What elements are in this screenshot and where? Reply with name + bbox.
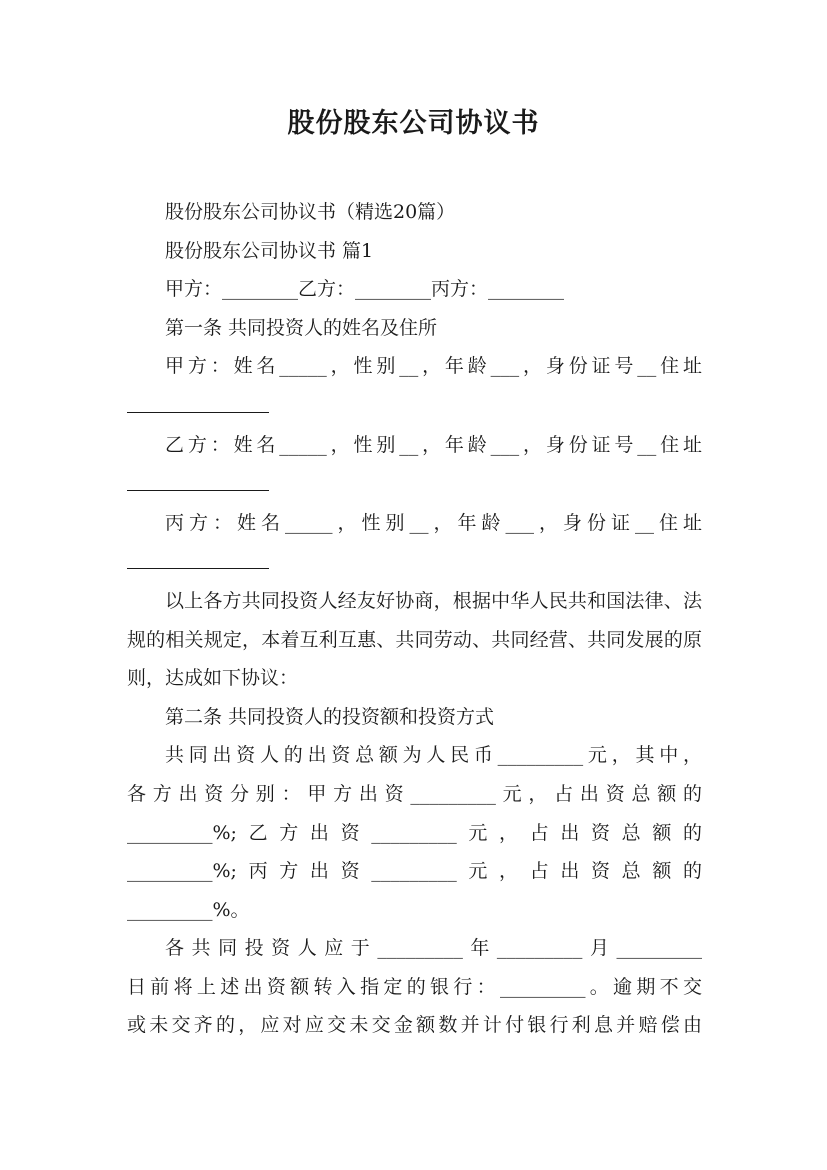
article-2-heading: 第二条 共同投资人的投资额和投资方式 — [165, 705, 495, 728]
investment-line-5: _________%。 — [127, 898, 250, 921]
party-a-info: 甲方：姓名_____，性别__，年龄___，身份证号__住址 — [165, 355, 702, 378]
party-a-address-blank — [127, 386, 269, 413]
paragraph-parties: 甲方：________乙方：________丙方：________ — [165, 278, 565, 301]
investment-line-2: 各方出资分别：甲方出资_________元，占出资总额的 — [127, 782, 702, 805]
document-title: 股份股东公司协议书 — [287, 108, 540, 139]
investment-line-1: 共同出资人的出资总额为人民币_________元，其中， — [165, 744, 702, 767]
paragraph-chapter: 股份股东公司协议书 篇1 — [165, 239, 374, 262]
payment-line-3: 或未交齐的，应对应交未交金额数并计付银行利息并赔偿由 — [127, 1014, 702, 1037]
document-body — [127, 193, 702, 1045]
investment-line-3: _________%;乙方出资_________元，占出资总额的 — [127, 821, 702, 844]
party-b-info: 乙方：姓名_____，性别__，年龄___，身份证号__住址 — [165, 433, 702, 456]
party-c-info: 丙方：姓名_____，性别__，年龄___，身份证__住址 — [165, 511, 702, 534]
article-1-heading: 第一条 共同投资人的姓名及住所 — [165, 316, 438, 339]
payment-line-1: 各共同投资人应于_________年_________月_________ — [165, 937, 702, 960]
party-b-address-blank — [127, 464, 269, 491]
paragraph-heading: 股份股东公司协议书（精选20篇） — [165, 201, 456, 223]
payment-line-2: 日前将上述出资额转入指定的银行：_________。逾期不交 — [127, 975, 702, 998]
party-c-address-blank — [127, 542, 269, 569]
agreement-preamble: 以上各方共同投资人经友好协商，根据中华人民共和国法律、法规的相关规定，本着互利互惠、共同劳动、共同经营、共同发展的原则，达成如下协议： — [127, 589, 702, 690]
investment-line-4: _________%;丙方出资_________元，占出资总额的 — [127, 860, 702, 883]
